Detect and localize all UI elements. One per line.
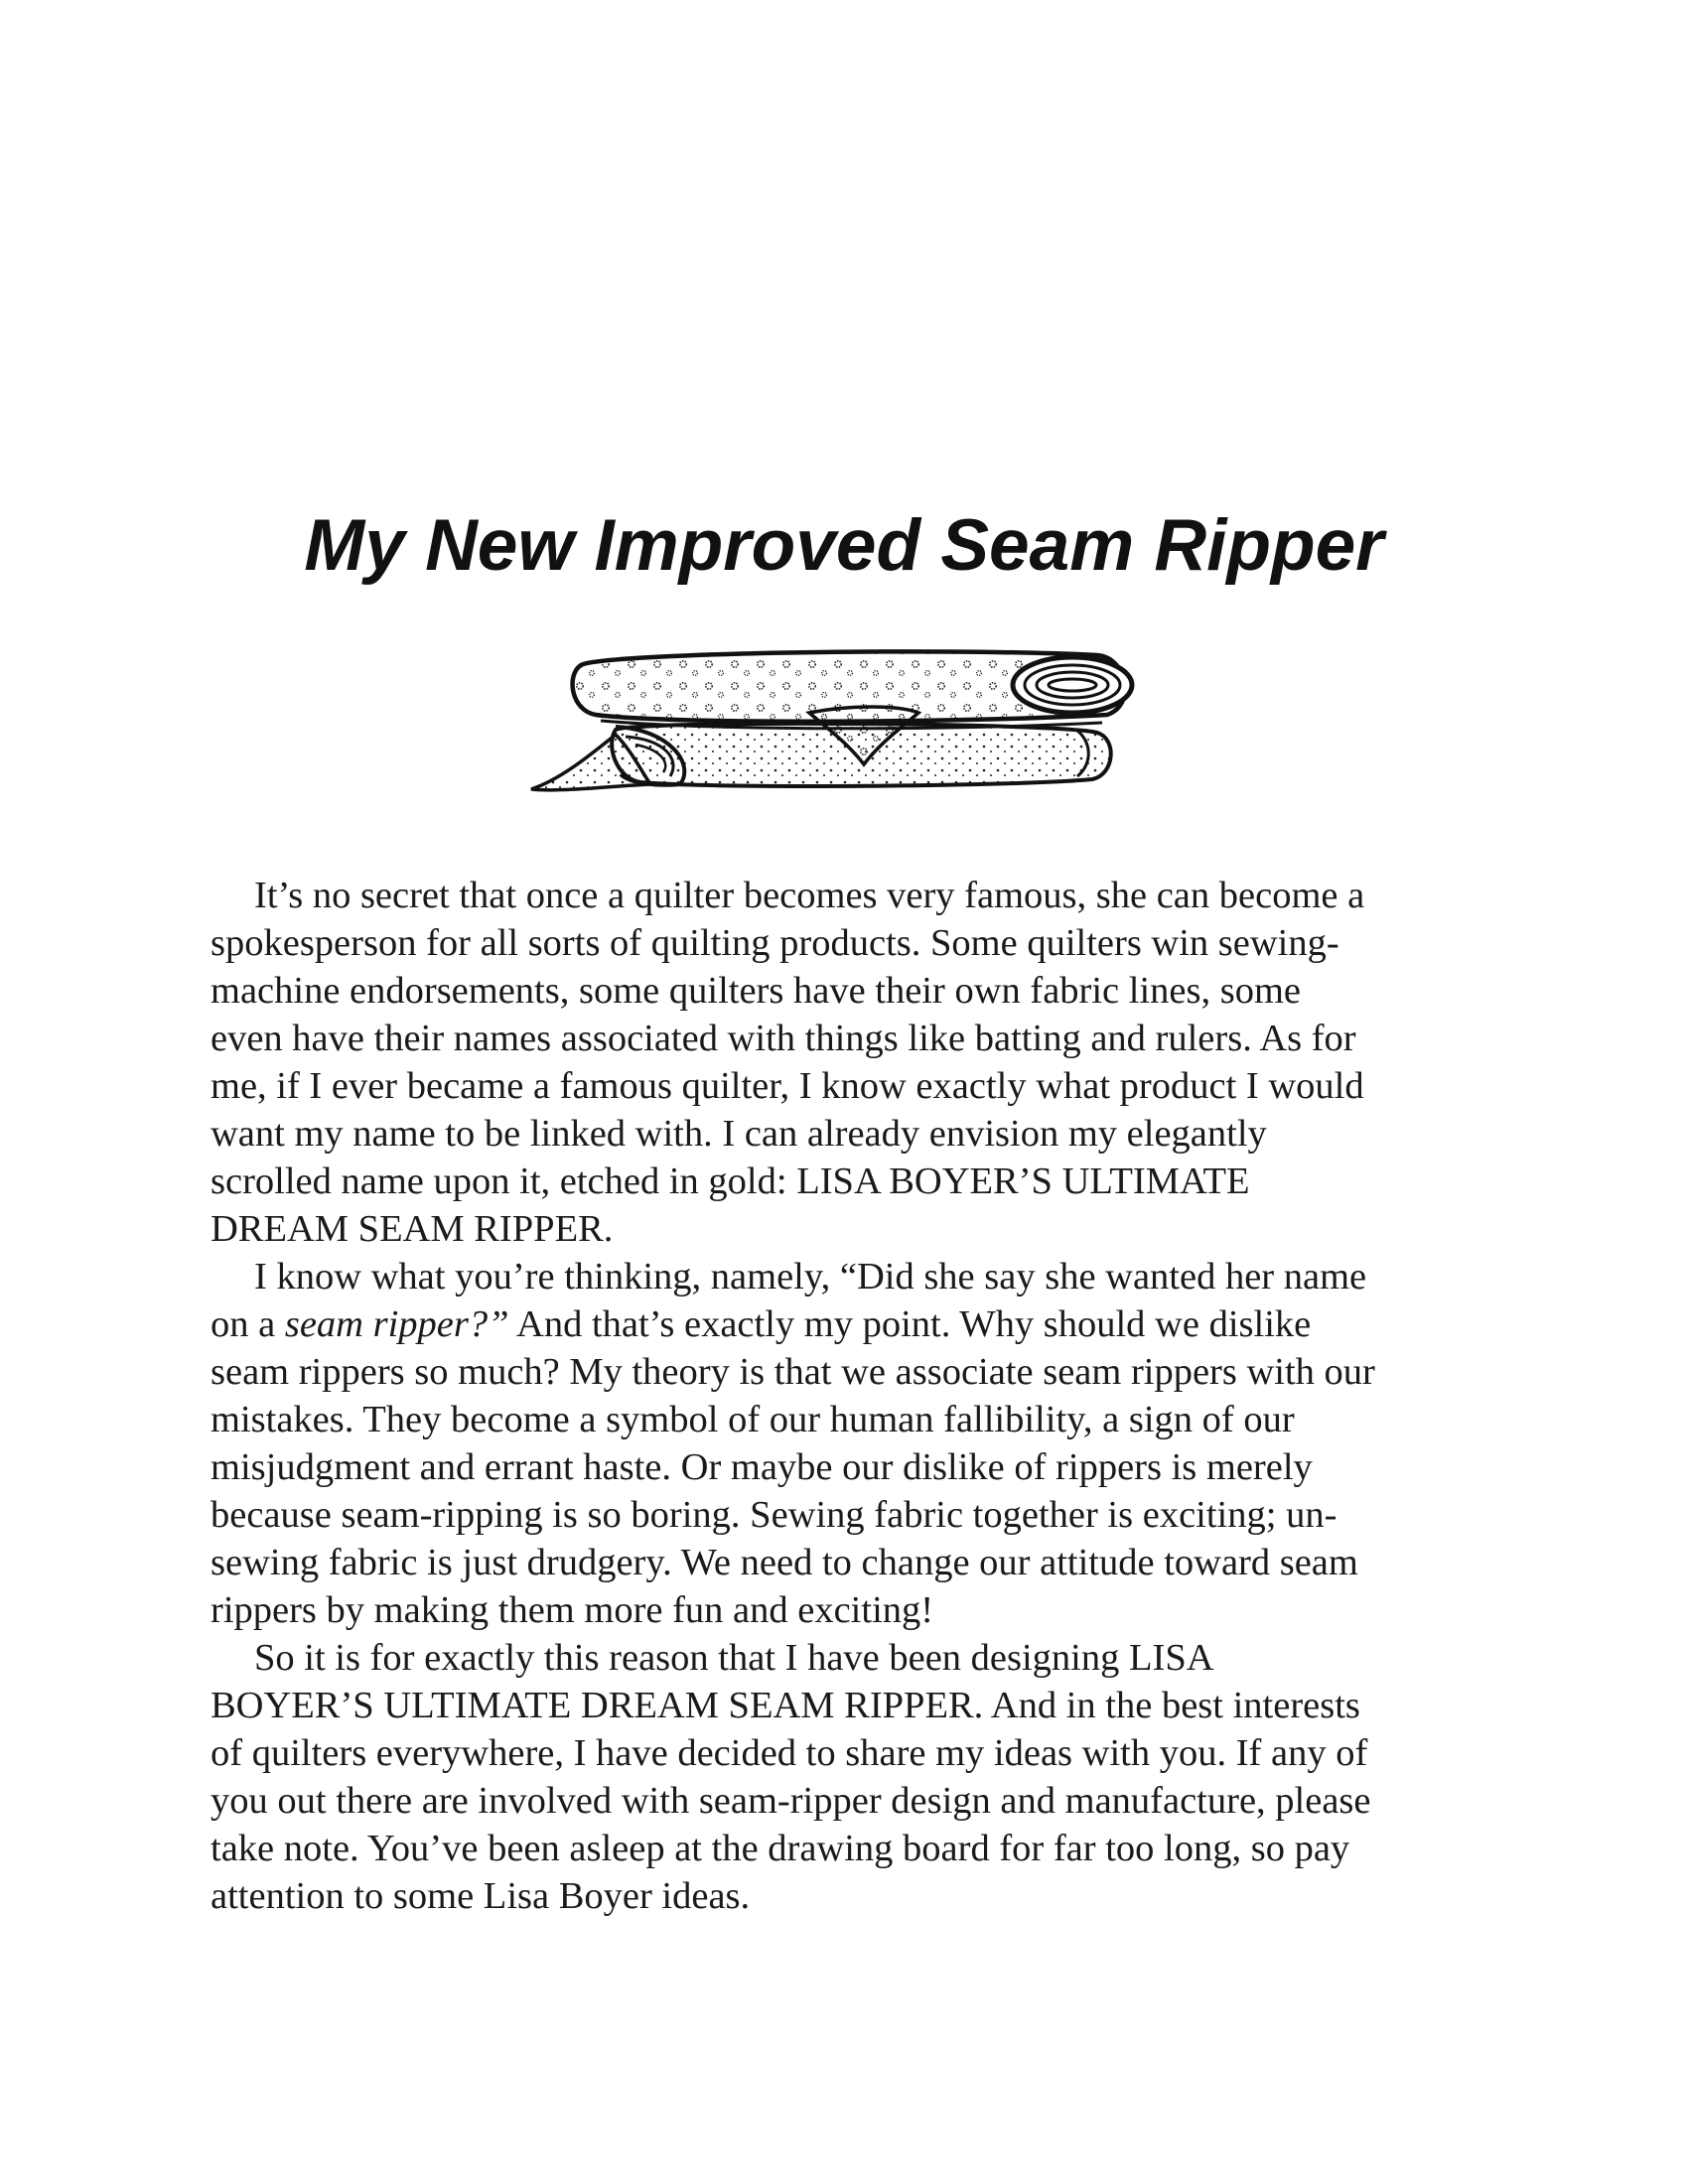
text-line: machine endorsements, some quilters have their own fabric lines, some xyxy=(211,970,1302,1012)
text-line: mistakes. They become a symbol of our human fallibility, a sign of our xyxy=(211,1399,1295,1440)
article-body xyxy=(211,872,1501,1920)
text-line: attention to some Lisa Boyer ideas. xyxy=(211,1875,751,1917)
page-title: My New Improved Seam Ripper xyxy=(304,505,1384,586)
text-line: you out there are involved with seam-ripper design and manufacture, please xyxy=(211,1780,1371,1822)
text-line: It’s no secret that once a quilter becomes very famous, she can become a xyxy=(254,875,1365,916)
folded-fabric-stack-icon xyxy=(521,635,1167,814)
paragraph-1 xyxy=(211,872,1501,1253)
text-line: misjudgment and errant haste. Or maybe our dislike of rippers is merely xyxy=(211,1446,1313,1488)
text-line: DREAM SEAM RIPPER. xyxy=(211,1208,614,1250)
text-line: me, if I ever became a famous quilter, I know exactly what product I would xyxy=(211,1065,1364,1107)
emphasized-text: seam ripper?” xyxy=(284,1303,509,1345)
text-line: seam rippers so much? My theory is that we associate seam rippers with our xyxy=(211,1351,1375,1393)
text-line: because seam-ripping is so boring. Sewing fabric together is exciting; un- xyxy=(211,1494,1337,1536)
text-line xyxy=(211,1300,1501,1348)
text-line: of quilters everywhere, I have decided to share my ideas with you. If any of xyxy=(211,1732,1368,1774)
text-line: take note. You’ve been asleep at the drawing board for far too long, so pay xyxy=(211,1828,1350,1869)
text-line: scrolled name upon it, etched in gold: LISA BOYER’S ULTIMATE xyxy=(211,1160,1250,1202)
text-line: sewing fabric is just drudgery. We need to change our attitude toward seam xyxy=(211,1542,1358,1583)
text-line: spokesperson for all sorts of quilting products. Some quilters win sewing- xyxy=(211,922,1339,964)
paragraph-3 xyxy=(211,1634,1501,1920)
text-run: on a xyxy=(211,1303,285,1345)
paragraph-2 xyxy=(211,1253,1501,1634)
text-line: even have their names associated with things like batting and rulers. As for xyxy=(211,1018,1356,1059)
text-line: So it is for exactly this reason that I have been designing LISA xyxy=(254,1637,1214,1679)
text-line: BOYER’S ULTIMATE DREAM SEAM RIPPER. And in the best interests xyxy=(211,1685,1360,1726)
text-line: want my name to be linked with. I can already envision my elegantly xyxy=(211,1113,1267,1155)
text-line: rippers by making them more fun and exciting! xyxy=(211,1589,934,1631)
text-run: And that’s exactly my point. Why should we dislike xyxy=(508,1303,1312,1345)
text-line: I know what you’re thinking, namely, “Did she say she wanted her name xyxy=(254,1256,1367,1297)
